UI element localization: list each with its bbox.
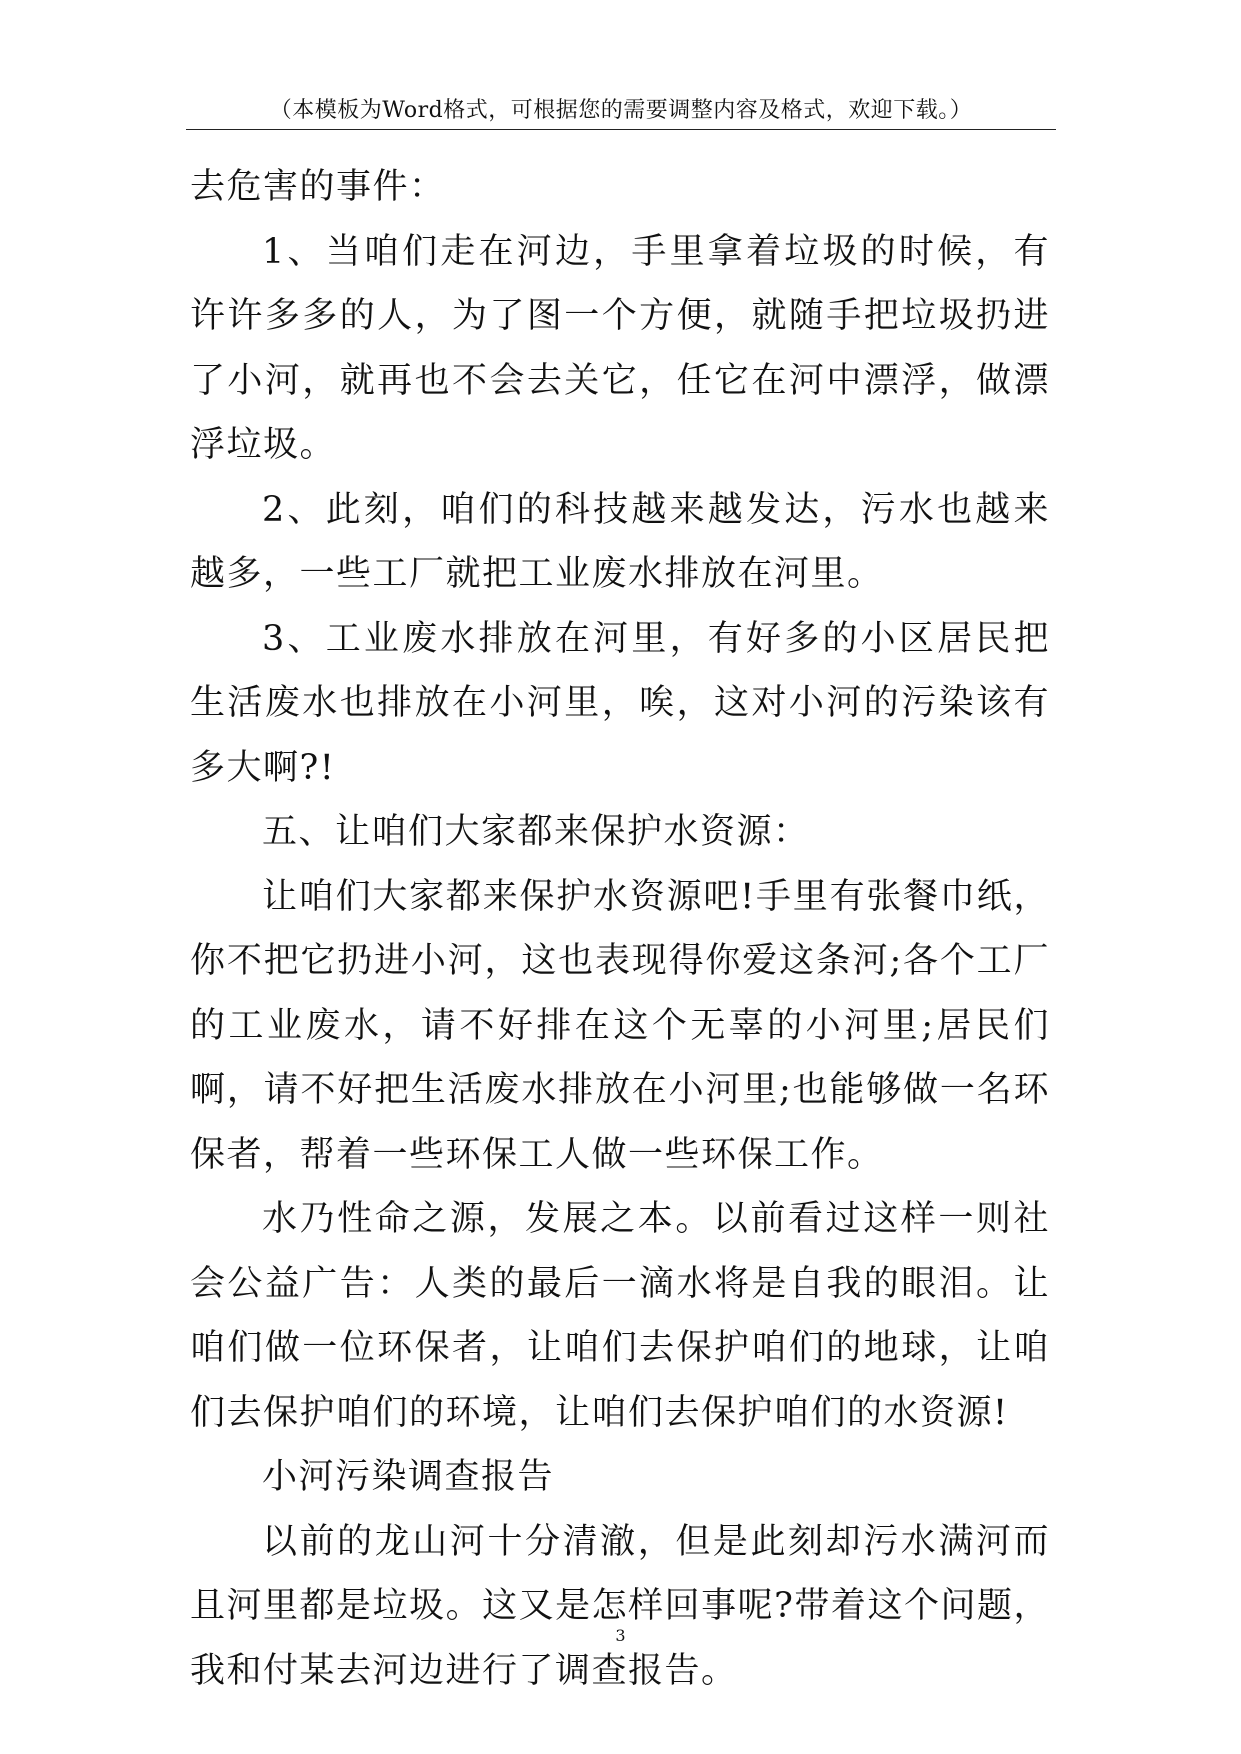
paragraph: 让咱们大家都来保护水资源吧!手里有张餐巾纸，你不把它扔进小河，这也表现得你爱这条河;各个工厂的工业废水，请不好排在这个无辜的小河里;居民们啊，请不好把生活废水排放在小河里;也能够做一名环保者，帮着一些环保工人做一些环保工作。	[190, 876, 1050, 1175]
paragraph: 水乃性命之源，发展之本。以前看过这样一则社会公益广告：人类的最后一滴水将是自我的眼泪。让咱们做一位环保者，让咱们去保护咱们的地球，让咱们去保护咱们的环境，让咱们去保护咱们的水资源!	[190, 1199, 1050, 1433]
paragraph: 2、此刻，咱们的科技越来越发达，污水也越来越多，一些工厂就把工业废水排放在河里。	[190, 489, 1050, 594]
document-body	[190, 155, 1050, 1703]
page-number: 3	[615, 1626, 626, 1645]
section-heading: 五、让咱们大家都来保护水资源：	[262, 812, 810, 852]
header-divider	[186, 129, 1056, 130]
paragraph: 1、当咱们走在河边，手里拿着垃圾的时候，有许许多多的人，为了图一个方便，就随手把垃圾扔进了小河，就再也不会去关它，任它在河中漂浮，做漂浮垃圾。	[190, 231, 1050, 465]
paragraph: 去危害的事件：	[190, 167, 446, 207]
report-title: 小河污染调查报告	[262, 1457, 555, 1497]
paragraph: 以前的龙山河十分清澈，但是此刻却污水满河而且河里都是垃圾。这又是怎样回事呢?带着这个问题，我和付某去河边进行了调查报告。	[190, 1521, 1050, 1691]
paragraph: 3、工业废水排放在河里，有好多的小区居民把生活废水也排放在小河里，唉，这对小河的污染该有多大啊?!	[190, 618, 1050, 788]
page-header: （本模板为Word格式，可根据您的需要调整内容及格式，欢迎下载。）	[269, 98, 973, 123]
